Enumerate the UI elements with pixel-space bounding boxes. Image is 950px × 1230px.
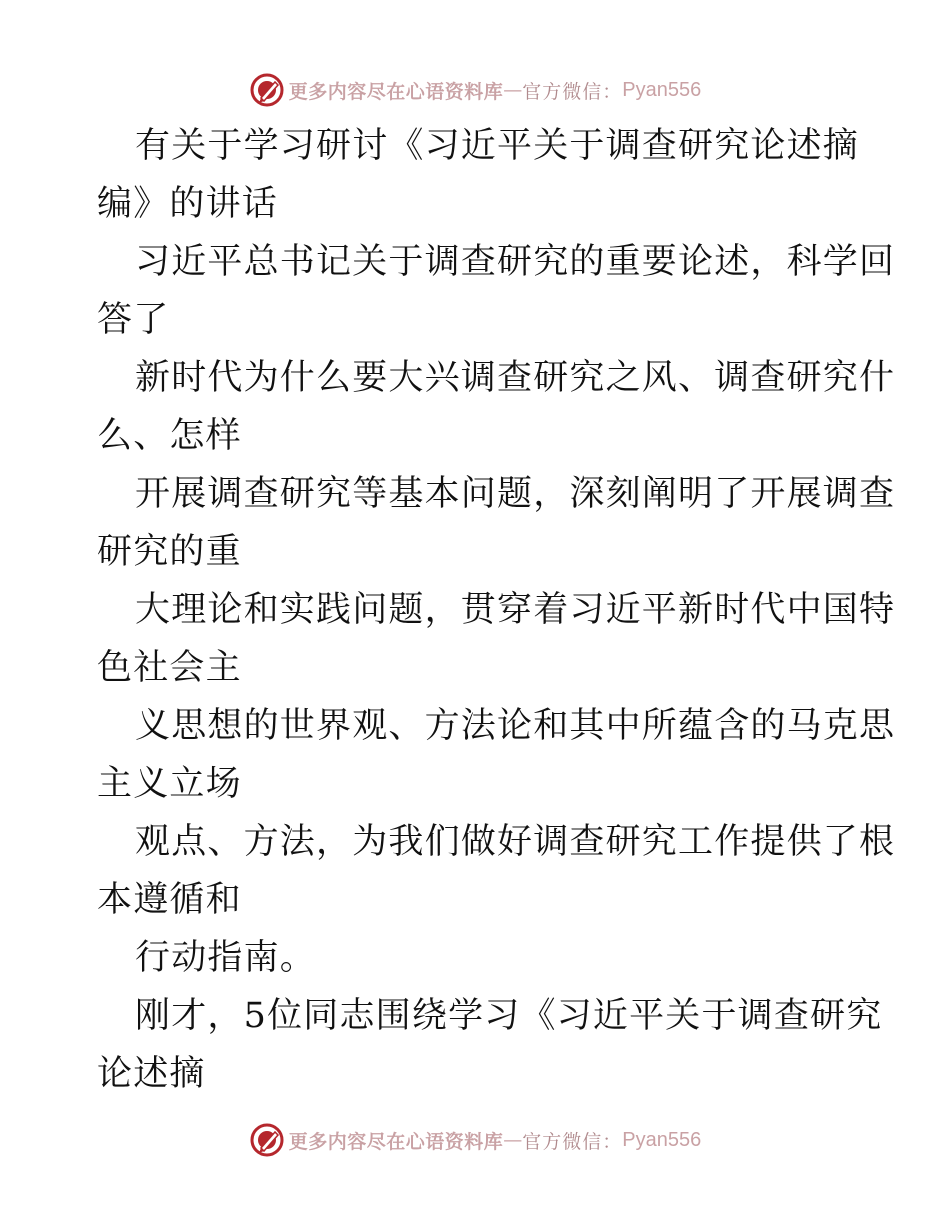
paragraph-line: 新时代为什么要大兴调查研究之风、调查研究什 bbox=[135, 358, 896, 398]
banner-wechat-id: Pyan556 bbox=[622, 78, 702, 101]
paragraph-line: 义思想的世界观、方法论和其中所蕴含的马克思 bbox=[135, 706, 896, 746]
pen-logo-icon bbox=[249, 1122, 285, 1158]
pen-logo-icon bbox=[249, 72, 285, 108]
banner-wechat-id: Pyan556 bbox=[622, 1128, 702, 1151]
paragraph-line: 答了 bbox=[97, 300, 170, 340]
paragraph-line: 么、怎样 bbox=[97, 416, 242, 456]
paragraph-line: 论述摘 bbox=[97, 1054, 206, 1094]
paragraph-line: 刚才，5位同志围绕学习《习近平关于调查研究 bbox=[135, 996, 883, 1036]
banner-title: 更多内容尽在心语资料库 bbox=[288, 80, 504, 103]
paragraph-line: 开展调查研究等基本问题，深刻阐明了开展调查 bbox=[135, 474, 896, 514]
banner-separator: — bbox=[503, 1129, 523, 1151]
title-line-2: 编》的讲话 bbox=[97, 184, 279, 224]
paragraph-line: 大理论和实践问题，贯穿着习近平新时代中国特 bbox=[135, 590, 896, 630]
paragraph-line: 色社会主 bbox=[97, 648, 242, 688]
paragraph-line: 研究的重 bbox=[97, 532, 242, 572]
title-line-1: 有关于学习研讨《习近平关于调查研究论述摘 bbox=[135, 126, 860, 166]
paragraph-line: 本遵循和 bbox=[97, 880, 242, 920]
banner-wechat-label: 官方微信： bbox=[522, 80, 623, 103]
paragraph-line: 习近平总书记关于调查研究的重要论述，科学回 bbox=[135, 242, 896, 282]
footer-banner bbox=[0, 1120, 950, 1160]
paragraph-line: 行动指南。 bbox=[135, 938, 317, 978]
paragraph-line: 主义立场 bbox=[97, 764, 242, 804]
banner-title: 更多内容尽在心语资料库 bbox=[288, 1130, 504, 1153]
banner-separator: — bbox=[503, 79, 523, 101]
paragraph-line: 观点、方法，为我们做好调查研究工作提供了根 bbox=[135, 822, 896, 862]
banner-wechat-label: 官方微信： bbox=[522, 1130, 623, 1153]
header-banner bbox=[0, 70, 950, 110]
